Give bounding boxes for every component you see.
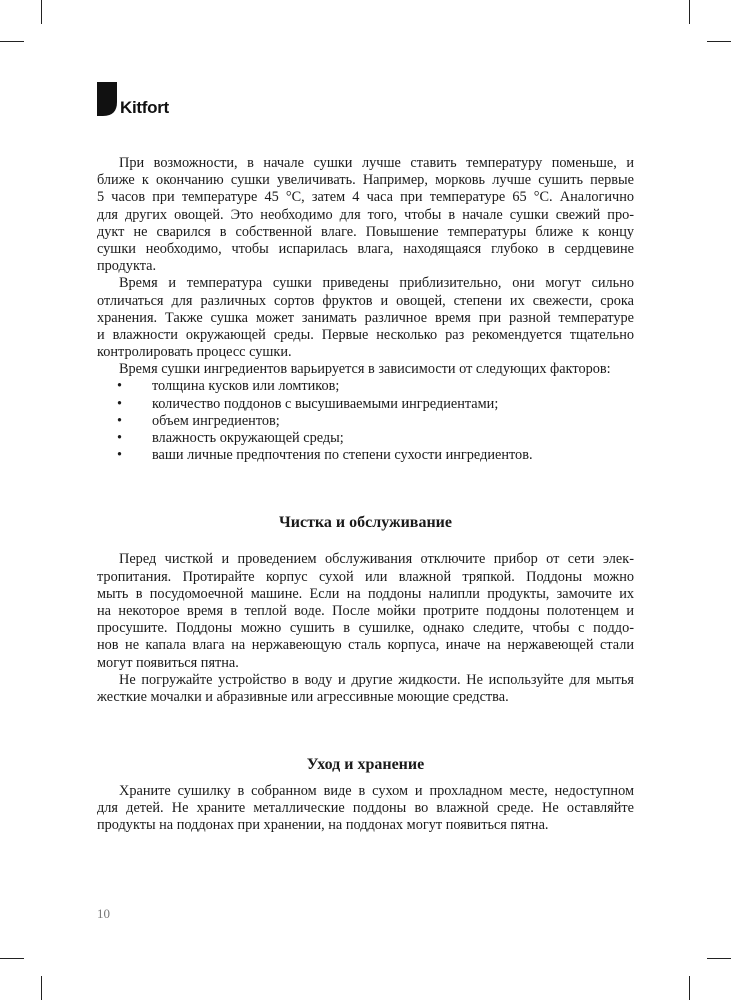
crop-mark-top-left-h xyxy=(0,41,24,42)
bullet-icon: • xyxy=(117,378,123,395)
text-line: Время сушки ингредиентов варьируется в зависимости от следующих факторов: xyxy=(119,361,611,378)
text-line: Храните сушилку в собранном виде в сухом и прохладном месте, недоступном xyxy=(119,783,634,800)
cleaning-section xyxy=(97,513,634,706)
brand-name: Kitfort xyxy=(120,98,169,117)
page-content xyxy=(97,155,634,835)
list-item xyxy=(97,396,634,413)
intro-section xyxy=(97,155,634,464)
paragraph xyxy=(97,551,634,671)
crop-mark-bottom-right-v xyxy=(689,976,690,1000)
text-line: продукта. xyxy=(97,258,157,275)
text-line: просушите. Поддоны можно сушить в сушилке, однако следите, чтобы с поддо- xyxy=(97,620,634,637)
text-line: ближе к окончанию сушки увеличивать. Например, морковь лучше сушить первые xyxy=(97,172,634,189)
text-line: для других овощей. Это необходимо для того, чтобы в начале сушки свежий про- xyxy=(97,206,634,223)
text-line: При возможности, в начале сушки лучше ставить температуру поменьше, и xyxy=(119,155,634,171)
text-line: Перед чисткой и проведением обслуживания отключите прибор от сети элек- xyxy=(119,551,634,568)
section-heading: Чистка и обслуживание xyxy=(279,514,452,532)
text-line: отличаться для различных сортов фруктов и овощей, степени их свежести, срока xyxy=(97,292,634,309)
list-item xyxy=(97,430,634,447)
bullet-icon: • xyxy=(117,430,123,446)
bullet-icon: • xyxy=(117,447,123,464)
crop-mark-top-right-v xyxy=(689,0,690,24)
text-line: сушки необходимо, чтобы испарилась влага, находящаяся глубоко в сердцевине xyxy=(97,240,634,257)
bullet-icon: • xyxy=(117,395,123,412)
list-item-text: влажность окружающей среды; xyxy=(152,430,344,446)
crop-mark-bottom-left-v xyxy=(41,976,42,1000)
crop-mark-bottom-left-h xyxy=(0,958,24,959)
text-line: нов не капала влага на нержавеющую сталь корпуса, иначе на нержавеющей стали xyxy=(97,637,634,654)
text-line: на некоторое время в теплой воде. После мойки протрите поддоны полотенцем и xyxy=(97,602,634,619)
list-item-text: объем ингредиентов; xyxy=(152,412,280,429)
text-line: Не погружайте устройство в воду и другие жидкости. Не используйте для мытья xyxy=(119,671,634,688)
text-line: контролировать процесс сушки. xyxy=(97,344,292,361)
paragraph xyxy=(97,783,634,835)
care-storage-section xyxy=(97,755,634,835)
text-line: дукт не сварился в собственной влаге. Повышение температуры ближе к концу xyxy=(97,223,634,240)
kitfort-logo-icon xyxy=(97,82,117,116)
paragraph xyxy=(97,361,634,378)
text-line: могут появиться пятна. xyxy=(97,654,239,671)
text-line: для детей. Не храните металлические поддоны во влажной среде. Не оставляйте xyxy=(97,800,634,817)
list-item-text: количество поддонов с высушиваемыми ингредиентами; xyxy=(152,395,499,412)
text-line: продукты на поддонах при хранении, на поддонах могут появиться пятна. xyxy=(97,817,549,834)
text-line: жесткие мочалки и абразивные или агрессивные моющие средства. xyxy=(97,688,509,705)
text-line: мыть в посудомоечной машине. Если на поддоны налипли продукты, замочите их xyxy=(97,585,634,602)
text-line: 5 часов при температуре 45 °С, затем 4 часа при температуре 65 °С. Аналогично xyxy=(97,189,634,206)
paragraph xyxy=(97,672,634,706)
text-line: тропитания. Протирайте корпус сухой или влажной тряпкой. Поддоны можно xyxy=(97,568,634,585)
list-item-text: толщина кусков или ломтиков; xyxy=(152,378,340,395)
bullet-icon: • xyxy=(117,412,123,429)
list-item xyxy=(97,378,634,395)
text-line: хранения. Также сушка может занимать различное время при разной температуре xyxy=(97,309,634,326)
section-heading: Уход и хранение xyxy=(306,756,425,774)
list-item-text: ваши личные предпочтения по степени сухости ингредиентов. xyxy=(152,447,533,464)
crop-mark-top-left-v xyxy=(41,0,42,24)
brand-logo xyxy=(97,82,169,116)
list-item xyxy=(97,447,634,464)
list-item xyxy=(97,413,634,430)
paragraph xyxy=(97,275,634,361)
bullet-list xyxy=(97,378,634,464)
paragraph xyxy=(97,155,634,275)
crop-mark-top-right-h xyxy=(707,41,731,42)
text-line: и влажности окружающей среды. Первые несколько раз рекомендуется тщательно xyxy=(97,326,634,343)
crop-mark-bottom-right-h xyxy=(707,958,731,959)
page-number: 10 xyxy=(97,906,110,921)
text-line: Время и температура сушки приведены приблизительно, они могут сильно xyxy=(119,275,634,292)
